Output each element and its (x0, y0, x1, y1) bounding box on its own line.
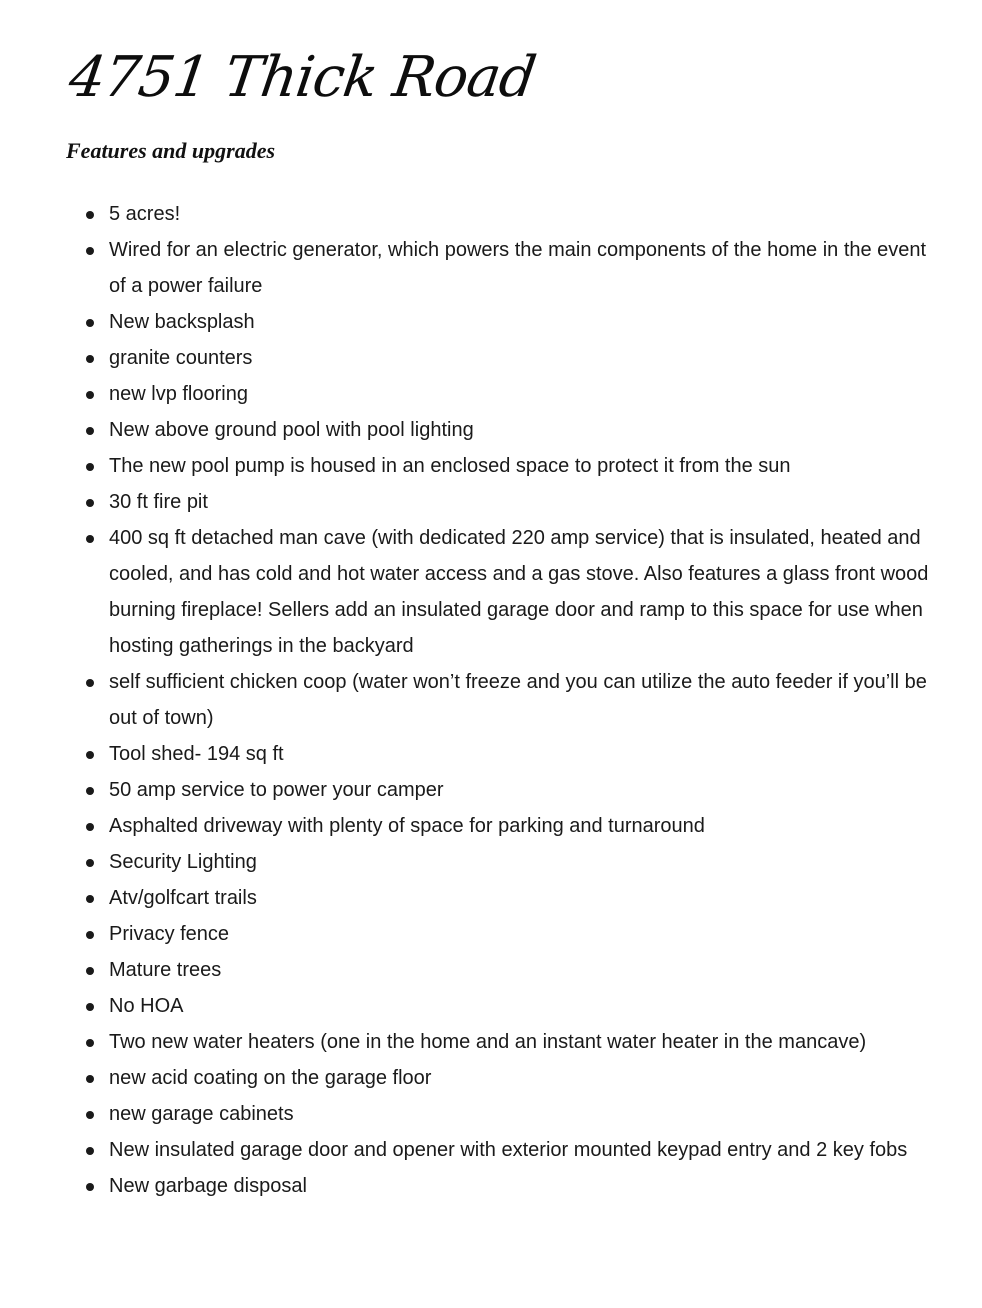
bullet-icon (86, 355, 94, 363)
list-item (84, 736, 934, 772)
feature-text: Tool shed- 194 sq ft (109, 743, 284, 765)
bullet-icon (86, 823, 94, 831)
features-list (84, 196, 934, 1204)
list-item (84, 196, 934, 232)
list-item (84, 844, 934, 880)
bullet-icon (86, 967, 94, 975)
feature-text: new lvp flooring (109, 383, 248, 405)
feature-text: 5 acres! (109, 203, 181, 225)
feature-text: new garage cabinets (109, 1103, 294, 1125)
list-item (84, 1168, 934, 1204)
list-item (84, 232, 934, 304)
bullet-icon (86, 1147, 94, 1155)
bullet-icon (86, 535, 94, 543)
list-item (84, 664, 934, 736)
bullet-icon (86, 247, 94, 255)
list-item (84, 880, 934, 916)
bullet-icon (86, 427, 94, 435)
feature-text: 50 amp service to power your camper (109, 779, 444, 801)
bullet-icon (86, 859, 94, 867)
bullet-icon (86, 391, 94, 399)
feature-text: No HOA (109, 995, 184, 1017)
list-item (84, 1132, 934, 1168)
feature-text: Mature trees (109, 959, 222, 981)
list-item (84, 412, 934, 448)
list-item (84, 340, 934, 376)
bullet-icon (86, 895, 94, 903)
bullet-icon (86, 1111, 94, 1119)
feature-text: Asphalted driveway with plenty of space for parking and turnaround (109, 815, 705, 837)
feature-text: New backsplash (109, 311, 255, 333)
list-item (84, 448, 934, 484)
bullet-icon (86, 319, 94, 327)
list-item (84, 916, 934, 952)
feature-text: 30 ft fire pit (109, 491, 208, 513)
bullet-icon (86, 1003, 94, 1011)
bullet-icon (86, 1075, 94, 1083)
bullet-icon (86, 931, 94, 939)
feature-text: New above ground pool with pool lighting (109, 419, 474, 441)
feature-text: self sufficient chicken coop (water won’t freeze and you can utilize the auto feeder if you’ll be out of town) (109, 671, 927, 729)
list-item (84, 1024, 934, 1060)
list-item (84, 772, 934, 808)
bullet-icon (86, 1183, 94, 1191)
feature-text: Security Lighting (109, 851, 257, 873)
feature-text: New insulated garage door and opener with exterior mounted keypad entry and 2 key fobs (109, 1139, 908, 1161)
bullet-icon (86, 211, 94, 219)
bullet-icon (86, 1039, 94, 1047)
feature-text: new acid coating on the garage floor (109, 1067, 432, 1089)
feature-text: Two new water heaters (one in the home and an instant water heater in the mancave) (109, 1031, 867, 1053)
feature-text: granite counters (109, 347, 253, 369)
feature-text: Privacy fence (109, 923, 230, 945)
list-item (84, 520, 934, 664)
list-item (84, 988, 934, 1024)
list-item (84, 1060, 934, 1096)
page-title: 4751 Thick Road (65, 45, 540, 110)
feature-text: Wired for an electric generator, which powers the main components of the home in the event of a power failure (109, 239, 927, 297)
list-item (84, 376, 934, 412)
list-item (84, 304, 934, 340)
section-subtitle: Features and upgrades (66, 138, 276, 163)
bullet-icon (86, 751, 94, 759)
bullet-icon (86, 499, 94, 507)
bullet-icon (86, 679, 94, 687)
list-item (84, 484, 934, 520)
feature-text: Atv/golfcart trails (109, 887, 257, 909)
bullet-icon (86, 787, 94, 795)
list-item (84, 1096, 934, 1132)
feature-text: 400 sq ft detached man cave (with dedicated 220 amp service) that is insulated, heated and cooled, and has cold and hot water access and a gas stove. Also features a glass front wood burning fireplace! Sellers add an insulated garage door and ramp to this space for use when hosting gatherings in the backyard (109, 527, 929, 657)
list-item (84, 952, 934, 988)
feature-text: New garbage disposal (109, 1175, 307, 1197)
feature-text: The new pool pump is housed in an enclosed space to protect it from the sun (109, 455, 791, 477)
list-item (84, 808, 934, 844)
bullet-icon (86, 463, 94, 471)
